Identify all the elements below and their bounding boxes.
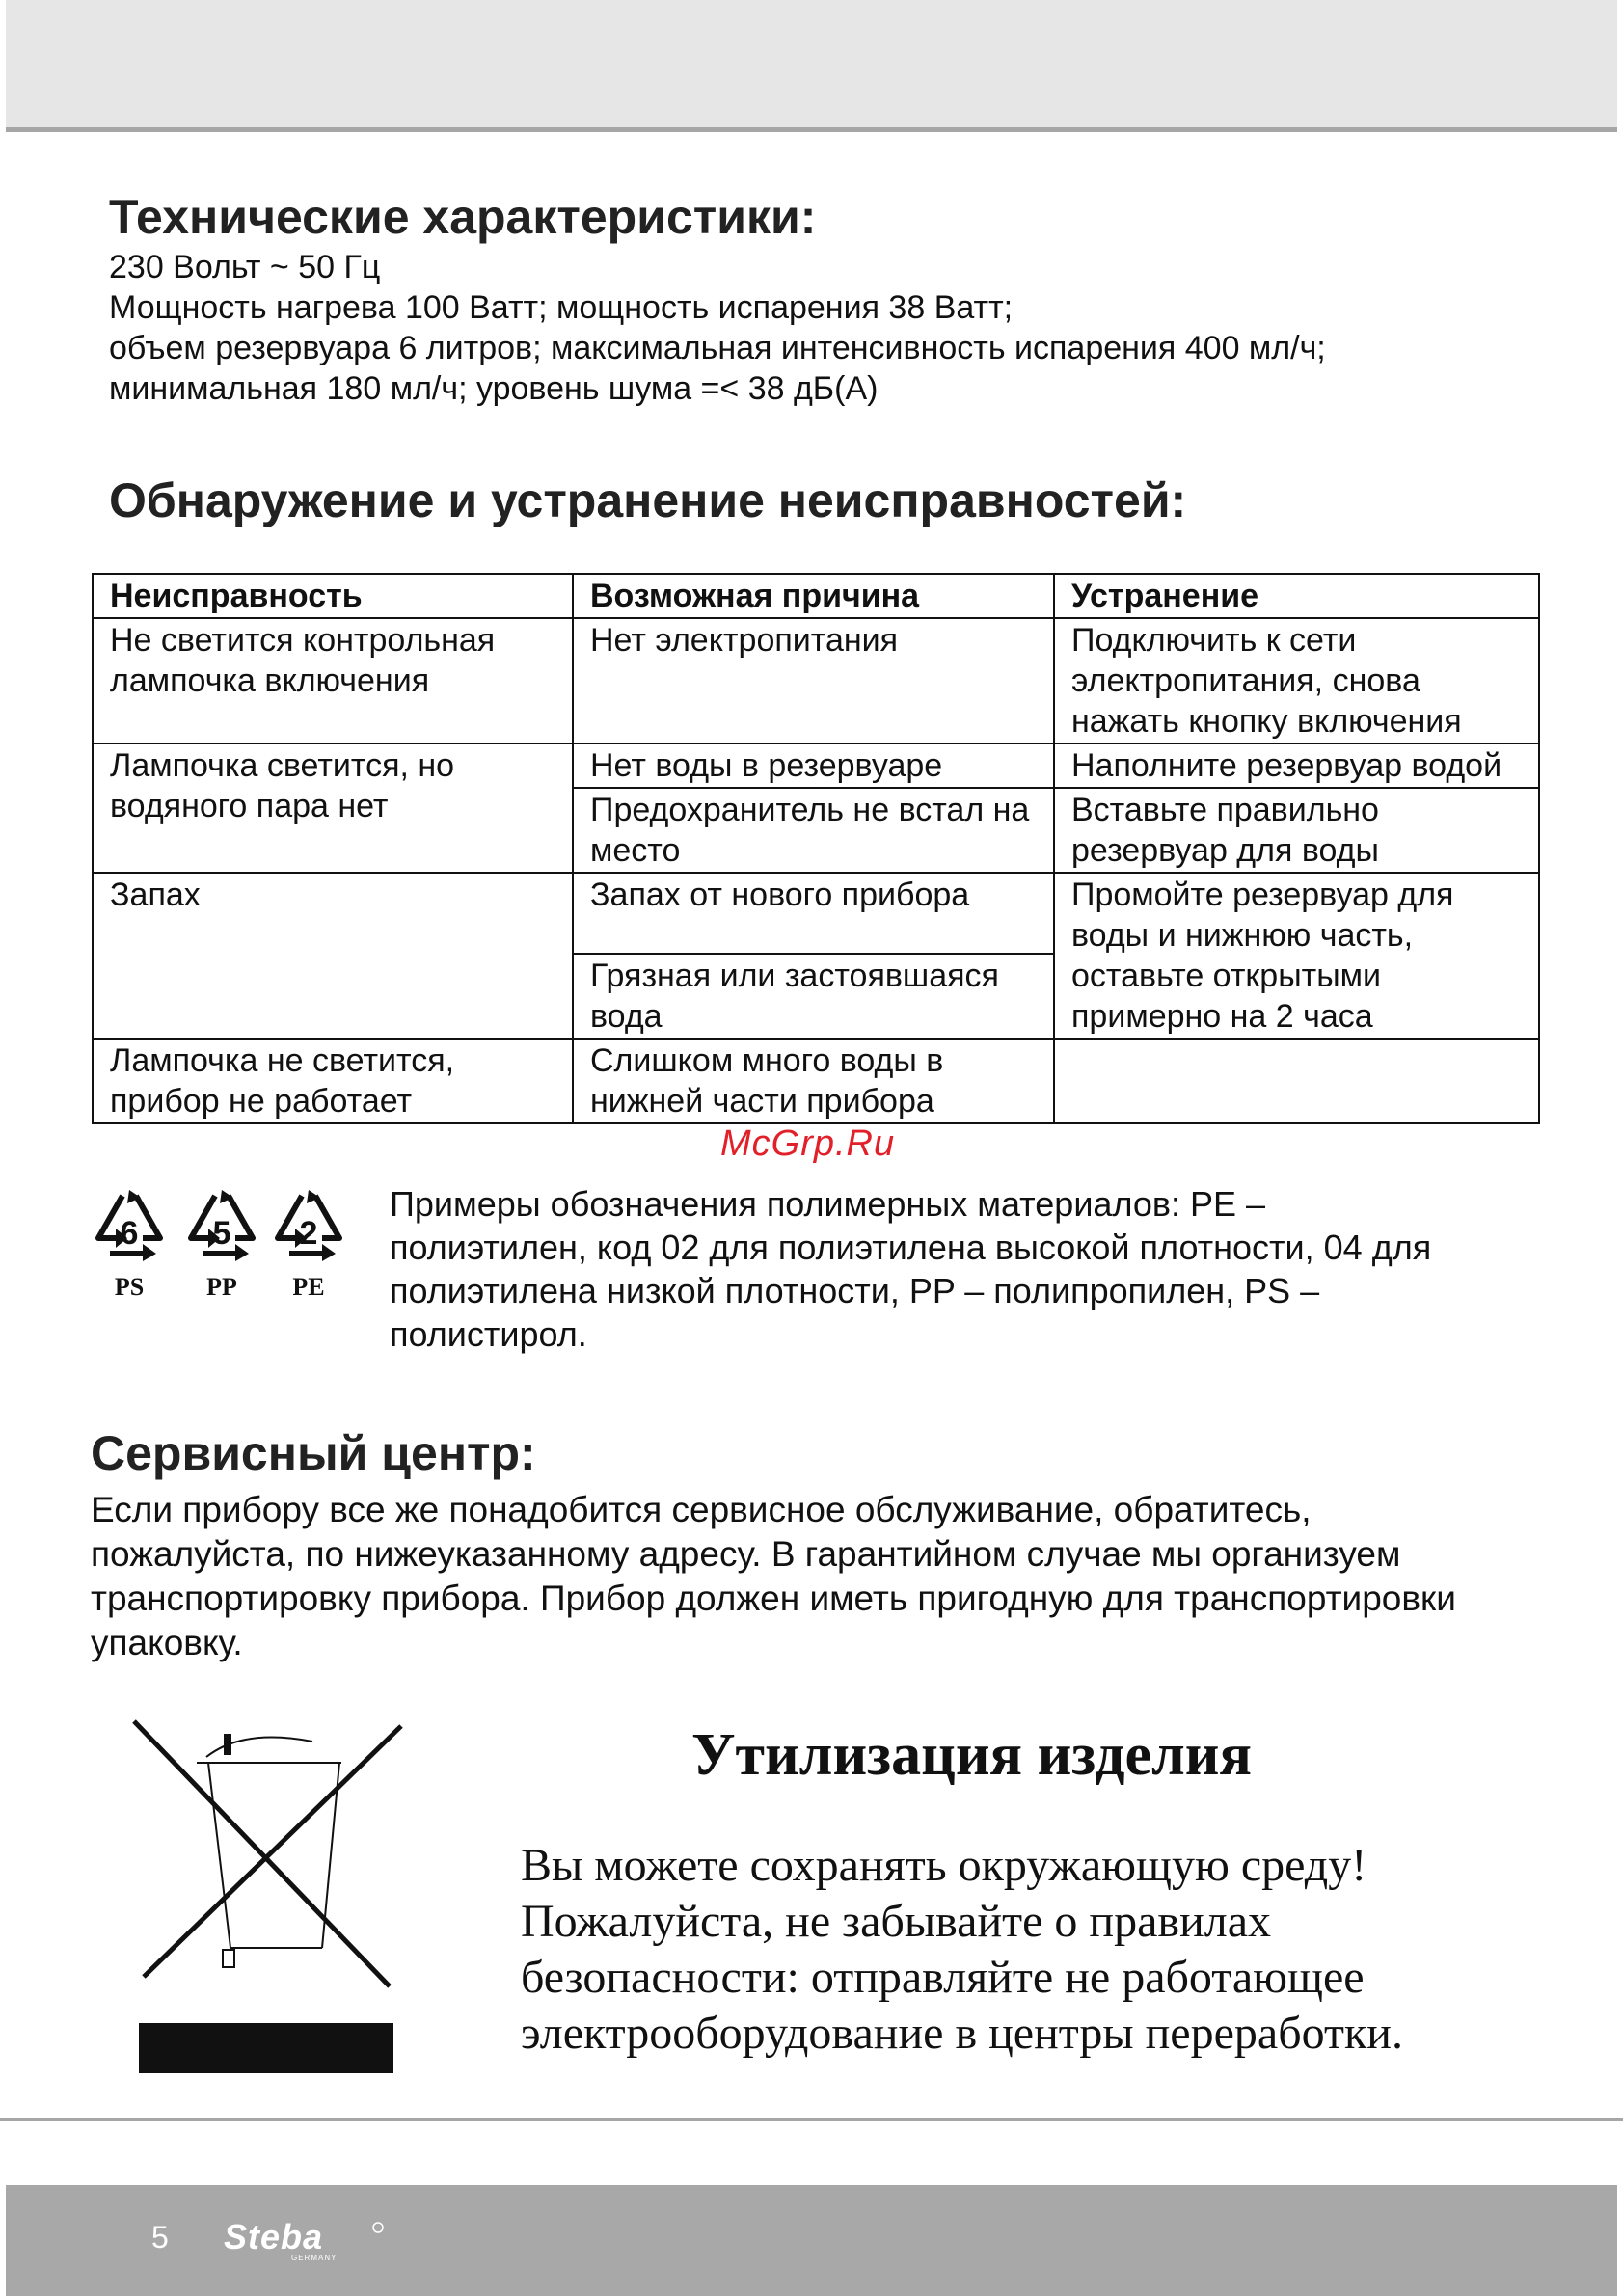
specs-block [109, 247, 1326, 409]
header-cause: Возможная причина [573, 574, 1054, 618]
recycle-code: PE [292, 1273, 325, 1301]
crossed-bin-icon [129, 1716, 409, 2073]
spec-line: объем резервуара 6 литров; максимальная интенсивность испарения 400 мл/ч; [109, 330, 1326, 366]
specs-title: Технические характеристики: [109, 190, 817, 244]
cause-cell: Слишком много воды в нижней части прибора [573, 1039, 1054, 1123]
header-rule [6, 127, 1617, 132]
recycle-triangle-icon [181, 1184, 262, 1273]
remedy-cell [1054, 1039, 1539, 1123]
spec-line: минимальная 180 мл/ч; уровень шума =< 38 дБ(А) [109, 370, 879, 407]
remedy-cell: Вставьте правильно резервуар для воды [1054, 788, 1539, 873]
logo-wordmark: Steba [224, 2217, 324, 2256]
cause-cell: Нет воды в резервуаре [573, 743, 1054, 788]
polymer-line: полиэтилена низкой плотности, PP – полипропилен, PS – [390, 1271, 1320, 1310]
recycle-symbol-ps [89, 1184, 170, 1300]
recycle-symbol-pe [268, 1184, 349, 1300]
service-line: пожалуйста, по нижеуказанному адресу. В гарантийном случае мы организуем [91, 1534, 1401, 1574]
logo-sub: GERMANY [291, 2254, 338, 2262]
disposal-line: Пожалуйста, не забывайте о правилах [521, 1896, 1272, 1947]
problem-cell: Не светится контрольная лампочка включения [93, 618, 573, 743]
service-line: транспортировку прибора. Прибор должен иметь пригодную для транспортировки [91, 1579, 1456, 1618]
recycle-number: 2 [299, 1215, 318, 1252]
disposal-line: электрооборудование в центры переработки. [521, 2008, 1403, 2059]
header-remedy: Устранение [1054, 574, 1539, 618]
recycle-number: 5 [212, 1215, 231, 1252]
remedy-cell: Наполните резервуар водой [1054, 743, 1539, 788]
recycle-triangle-icon [89, 1184, 170, 1273]
footer-rule [0, 2118, 1623, 2121]
remedy-cell: Промойте резервуар для воды и нижнюю часть, оставьте открытыми примерно на 2 часа [1054, 873, 1539, 1039]
problem-cell: Лампочка светится, но водяного пара нет [93, 743, 573, 873]
table-row [93, 1039, 1539, 1123]
table-row [93, 873, 1539, 954]
disposal-line: Вы можете сохранять окружающую среду! [521, 1840, 1367, 1891]
problem-cell: Запах [93, 873, 573, 1039]
cause-cell: Грязная или застоявшаяся вода [573, 954, 1054, 1039]
service-text [91, 1488, 1456, 1665]
remedy-cell: Подключить к сети электропитания, снова нажать кнопку включения [1054, 618, 1539, 743]
recycle-number: 6 [120, 1215, 139, 1252]
cause-cell: Запах от нового прибора [573, 873, 1054, 954]
recycle-code: PS [114, 1273, 145, 1301]
service-title: Сервисный центр: [91, 1426, 536, 1480]
recycle-code: PP [206, 1273, 237, 1301]
spec-line: Мощность нагрева 100 Ватт; мощность испарения 38 Ватт; [109, 289, 1014, 326]
polymer-line: Примеры обозначения полимерных материалов: PE – [390, 1184, 1266, 1224]
problem-cell: Лампочка не светится, прибор не работает [93, 1039, 573, 1123]
header-band [6, 0, 1617, 127]
table-header-row [93, 574, 1539, 618]
cause-cell: Предохранитель не встал на место [573, 788, 1054, 873]
watermark: McGrp.Ru [720, 1123, 896, 1164]
troubleshooting-table [92, 573, 1540, 1124]
recycle-symbol-pp [181, 1184, 262, 1300]
service-line: Если прибору все же понадобится сервисное обслуживание, обратитесь, [91, 1490, 1312, 1529]
spec-line: 230 Вольт ~ 50 Гц [109, 249, 381, 285]
service-line: упаковку. [91, 1623, 243, 1662]
table-row [93, 743, 1539, 788]
header-problem: Неисправность [93, 574, 573, 618]
polymer-line: полистирол. [390, 1314, 587, 1354]
troubleshooting-title: Обнаружение и устранение неисправностей: [109, 473, 1187, 527]
page-number: 5 [151, 2220, 169, 2255]
steba-logo [222, 2216, 391, 2262]
disposal-text [521, 1838, 1403, 2062]
disposal-line: безопасности: отправляйте не работающее [521, 1952, 1365, 2003]
recycle-triangle-icon [268, 1184, 349, 1273]
polymer-text [390, 1182, 1547, 1356]
table-row [93, 618, 1539, 743]
cause-cell: Нет электропитания [573, 618, 1054, 743]
disposal-title: Утилизация изделия [691, 1722, 1253, 1788]
polymer-line: полиэтилен, код 02 для полиэтилена высокой плотности, 04 для [390, 1228, 1432, 1267]
